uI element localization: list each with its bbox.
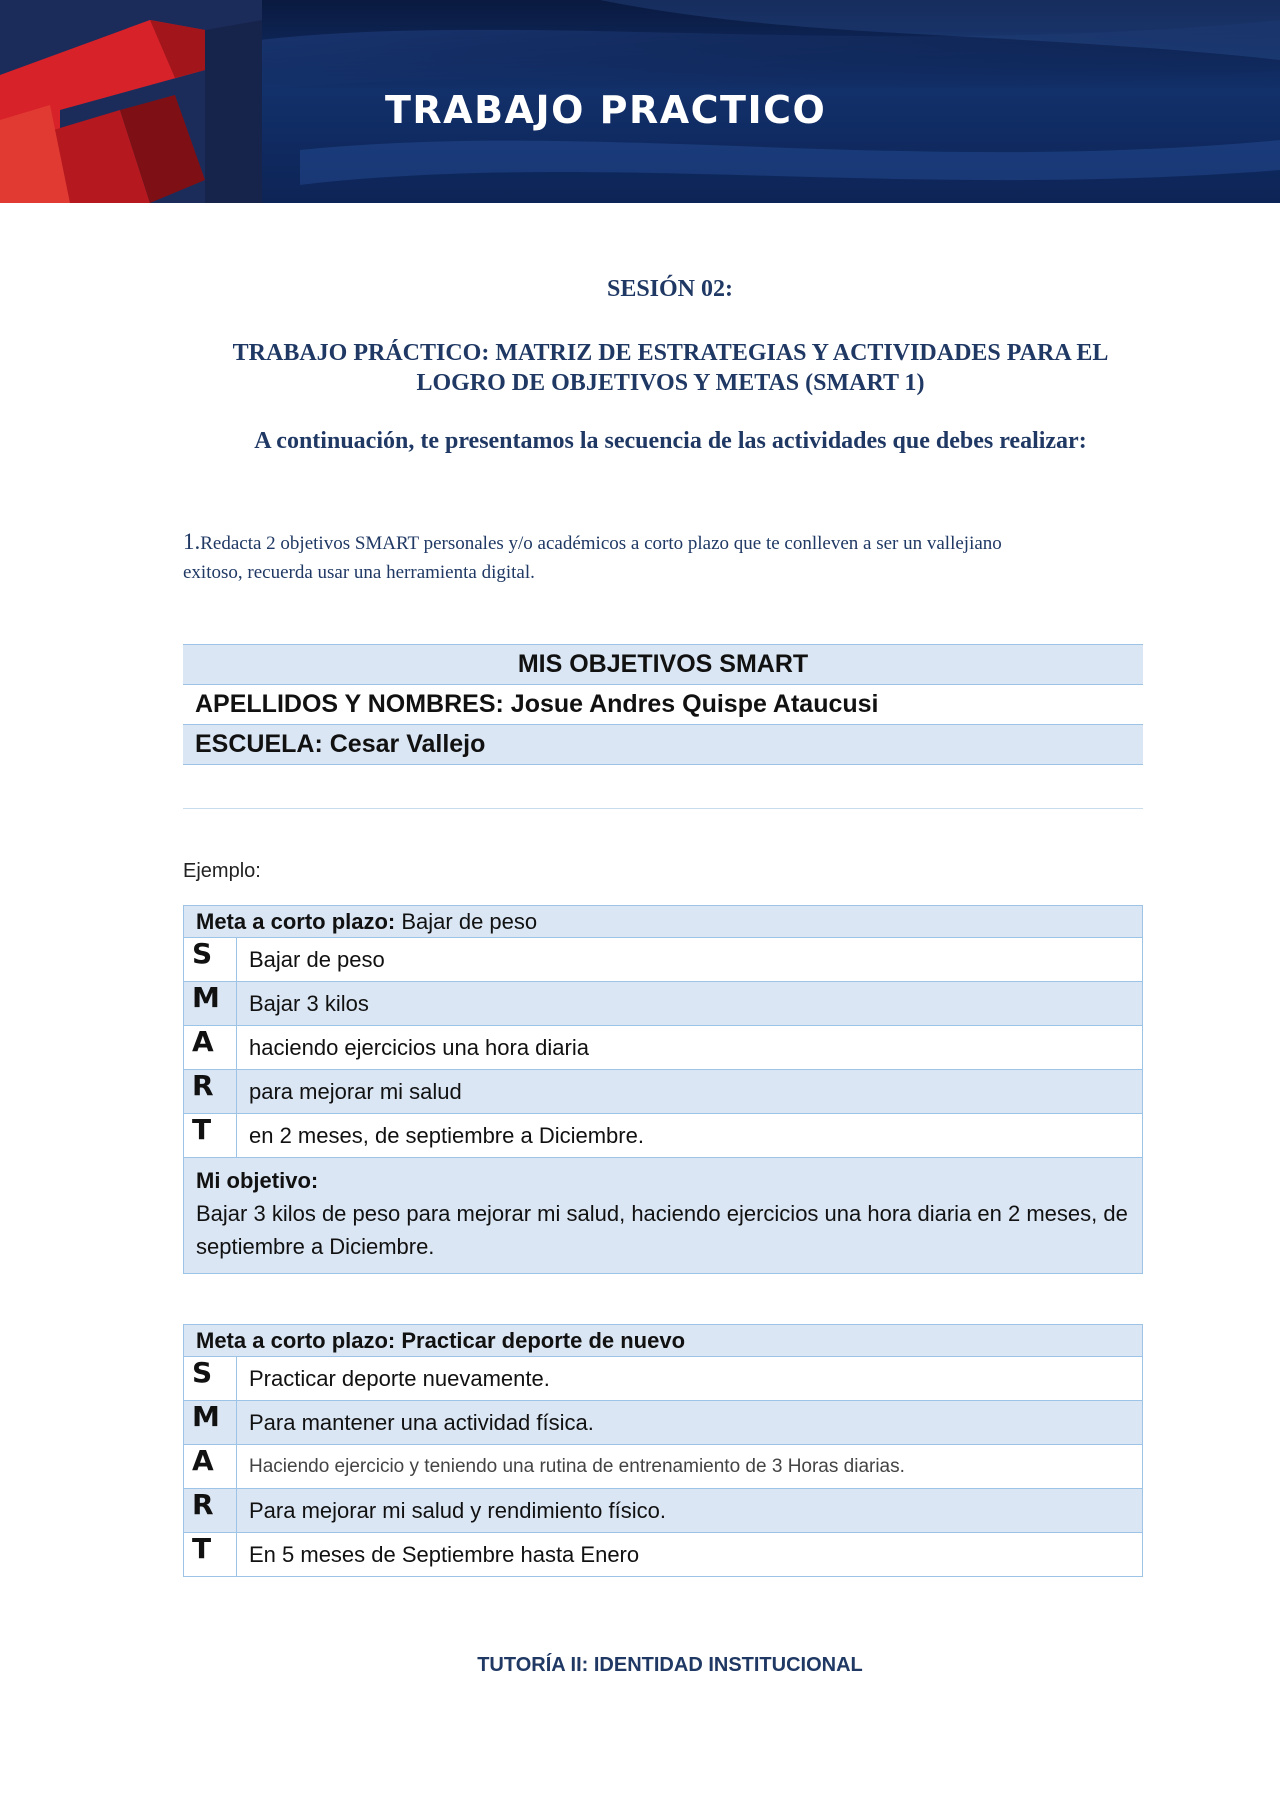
banner-title: TRABAJO PRACTICO bbox=[385, 88, 827, 132]
goal-label: Meta a corto plazo: bbox=[196, 908, 396, 934]
smart-letter-s: S bbox=[184, 1357, 237, 1401]
page-footer: TUTORÍA II: IDENTIDAD INSTITUCIONAL bbox=[477, 1654, 863, 1676]
smart-letter-m: M bbox=[184, 1401, 237, 1445]
smart-text: Para mantener una actividad física. bbox=[237, 1401, 1143, 1445]
objective-label: Mi objetivo: bbox=[196, 1168, 319, 1193]
instruction-line-1: Redacta 2 objetivos SMART personales y/o académicos a corto plazo que te conlleven a ser un vallejiano bbox=[200, 533, 1002, 554]
instruction-number: 1. bbox=[183, 529, 201, 554]
school-value: Cesar Vallejo bbox=[329, 730, 486, 758]
smart-letter-m: M bbox=[184, 982, 237, 1026]
objective-cell bbox=[184, 1158, 1143, 1274]
smart-letter-t: T bbox=[184, 1114, 237, 1158]
header-banner bbox=[0, 0, 1280, 203]
student-name-label: APELLIDOS Y NOMBRES: bbox=[195, 690, 504, 718]
table-row bbox=[184, 1533, 1143, 1577]
instruction-paragraph bbox=[183, 527, 1143, 587]
smart-text: Haciendo ejercicio y teniendo una rutina de entrenamiento de 3 Horas diarias. bbox=[237, 1445, 1143, 1489]
smart-letter-r: R bbox=[184, 1070, 237, 1114]
smart-text: haciendo ejercicios una hora diaria bbox=[237, 1026, 1143, 1070]
smart-text: para mejorar mi salud bbox=[237, 1070, 1143, 1114]
title-line-1: TRABAJO PRÁCTICO: MATRIZ DE ESTRATEGIAS Y ACTIVIDADES PARA EL bbox=[232, 340, 1109, 366]
smart-text: Bajar de peso bbox=[237, 938, 1143, 982]
table-row bbox=[184, 1070, 1143, 1114]
title-line-2: LOGRO DE OBJETIVOS Y METAS (SMART 1) bbox=[416, 370, 925, 396]
smart-letter-r: R bbox=[184, 1489, 237, 1533]
student-name-value: Josue Andres Quispe Ataucusi bbox=[510, 690, 879, 718]
student-name-cell bbox=[183, 685, 1143, 725]
session-heading: SESIÓN 02: bbox=[606, 276, 734, 302]
smart-letter-a: A bbox=[184, 1026, 237, 1070]
divider bbox=[183, 808, 1143, 809]
page-title bbox=[183, 338, 1158, 398]
table-row bbox=[184, 1114, 1143, 1158]
smart-text: Para mejorar mi salud y rendimiento físico. bbox=[237, 1489, 1143, 1533]
table-row bbox=[184, 1489, 1143, 1533]
table-row bbox=[184, 1357, 1143, 1401]
smart-letter-s: S bbox=[184, 938, 237, 982]
example-goal-header bbox=[184, 906, 1143, 938]
goal-smart-table bbox=[183, 1324, 1143, 1577]
student-info-table bbox=[183, 644, 1143, 765]
table-row bbox=[184, 982, 1143, 1026]
school-label: ESCUELA: bbox=[195, 730, 323, 758]
goal-label: Meta a corto plazo: bbox=[196, 1327, 396, 1353]
info-table-title: MIS OBJETIVOS SMART bbox=[183, 645, 1143, 685]
goal-header bbox=[184, 1325, 1143, 1357]
smart-letter-t: T bbox=[184, 1533, 237, 1577]
school-cell bbox=[183, 725, 1143, 765]
smart-text: En 5 meses de Septiembre hasta Enero bbox=[237, 1533, 1143, 1577]
smart-text: Bajar 3 kilos bbox=[237, 982, 1143, 1026]
objective-text: Bajar 3 kilos de peso para mejorar mi salud, haciendo ejercicios una hora diaria en 2 meses, de septiembre a Diciembre. bbox=[196, 1201, 1128, 1259]
goal-value: Bajar de peso bbox=[401, 908, 538, 934]
example-smart-table bbox=[183, 905, 1143, 1274]
table-row bbox=[184, 1401, 1143, 1445]
smart-text: en 2 meses, de septiembre a Diciembre. bbox=[237, 1114, 1143, 1158]
smart-text: Practicar deporte nuevamente. bbox=[237, 1357, 1143, 1401]
smart-letter-a: A bbox=[184, 1445, 237, 1489]
intro-text: A continuación, te presentamos la secuencia de las actividades que debes realizar: bbox=[254, 428, 1087, 454]
example-label: Ejemplo: bbox=[183, 860, 261, 882]
table-row bbox=[184, 1445, 1143, 1489]
goal-value: Practicar deporte de nuevo bbox=[401, 1327, 686, 1353]
table-row bbox=[184, 1026, 1143, 1070]
instruction-line-2: exitoso, recuerda usar una herramienta digital. bbox=[183, 562, 535, 583]
table-row bbox=[184, 938, 1143, 982]
